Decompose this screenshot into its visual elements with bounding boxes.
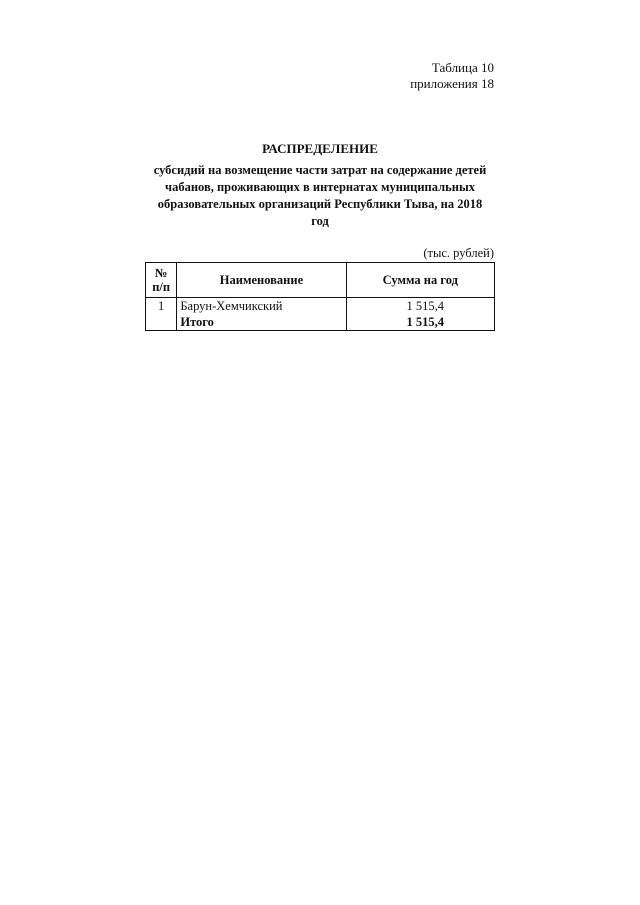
distribution-table — [145, 262, 495, 331]
total-label: Итого — [180, 315, 214, 329]
row-number: 1 — [146, 298, 177, 331]
document-subtitle — [145, 162, 495, 230]
appendix-label: приложения 18 — [410, 76, 494, 91]
unit-note: (тыс. рублей) — [423, 246, 494, 260]
table-header-row — [146, 263, 495, 298]
table-row — [146, 298, 495, 331]
subtitle-line: год — [311, 214, 329, 228]
row-sum-cell — [346, 298, 494, 331]
header-sum: Сумма на год — [346, 263, 494, 298]
row-name-cell — [177, 298, 346, 331]
total-sum: 1 515,4 — [406, 315, 444, 329]
table-caption — [410, 60, 494, 92]
subtitle-line: образовательных организаций Республики Тыва, на 2018 — [157, 197, 483, 211]
subtitle-line: субсидий на возмещение части затрат на содержание детей — [153, 163, 487, 177]
header-number — [146, 263, 177, 298]
header-number-line: п/п — [152, 280, 171, 294]
table-number-label: Таблица 10 — [431, 60, 494, 75]
row-name: Барун-Хемчикский — [180, 299, 283, 313]
header-name: Наименование — [177, 263, 346, 298]
header-number-line: № — [154, 266, 168, 280]
subtitle-line: чабанов, проживающих в интернатах муниципальных — [165, 180, 475, 194]
document-title: РАСПРЕДЕЛЕНИЕ — [262, 141, 378, 156]
row-sum: 1 515,4 — [406, 299, 444, 313]
